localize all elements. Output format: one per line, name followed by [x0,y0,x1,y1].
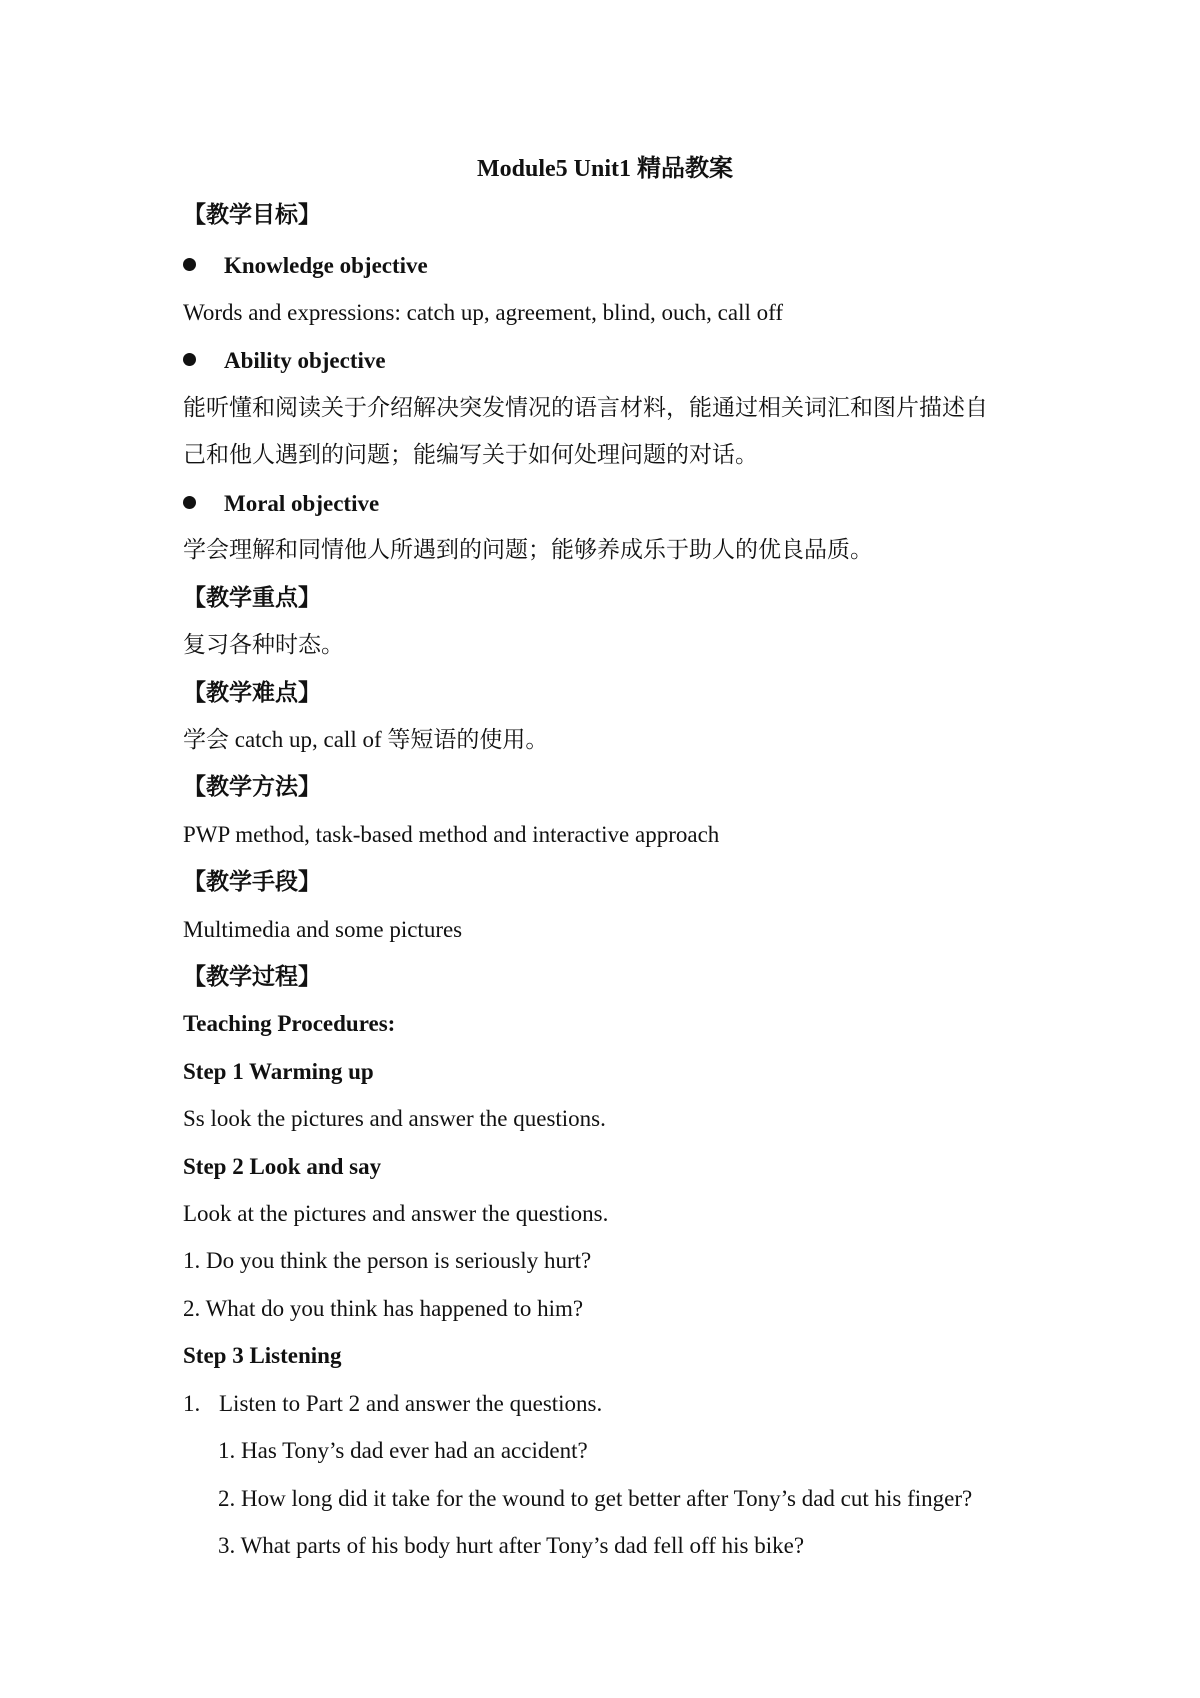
key-points-heading: 【教学重点】 [183,585,321,610]
methods-heading: 【教学方法】 [183,774,321,799]
step-3-title: Step 3 Listening [183,1343,342,1368]
step-3-question-2: 2. How long did it take for the wound to get better after Tony’s dad cut his finger? [218,1486,973,1511]
difficulties-heading: 【教学难点】 [183,680,321,705]
step-3-question-3: 3. What parts of his body hurt after Tony’s dad fell off his bike? [218,1533,805,1558]
ability-objective-line-1: 能听懂和阅读关于介绍解决突发情况的语言材料，能通过相关词汇和图片描述自 [183,395,988,420]
step-2-question-2: 2. What do you think has happened to him? [183,1296,584,1321]
page-title: Module5 Unit1 精品教案 [476,156,733,182]
means-text: Multimedia and some pictures [183,917,463,942]
bullet-icon [183,258,196,271]
step-3-item-1 [183,1389,602,1419]
ability-objective-line-2: 己和他人遇到的问题；能编写关于如何处理问题的对话。 [183,442,758,467]
moral-objective-label: Moral objective [183,489,379,519]
step-3-question-1: 1. Has Tony’s dad ever had an accident? [218,1438,588,1463]
bullet-icon [183,353,196,366]
step-1-text: Ss look the pictures and answer the questions. [183,1106,606,1131]
ability-objective-label: Ability objective [183,346,386,376]
objectives-heading: 【教学目标】 [183,202,321,227]
methods-text: PWP method, task-based method and interactive approach [183,822,720,847]
bullet-icon [183,496,196,509]
key-points-text: 复习各种时态。 [183,632,344,657]
knowledge-objective-label: Knowledge objective [183,251,428,281]
step-1-title: Step 1 Warming up [183,1059,374,1084]
difficulties-text: 学会 catch up, call of 等短语的使用。 [183,727,549,752]
knowledge-objective-text: Words and expressions: catch up, agreement, blind, ouch, call off [183,300,784,325]
teaching-procedures-label: Teaching Procedures: [183,1011,396,1036]
step-2-title: Step 2 Look and say [183,1154,382,1179]
step-2-question-1: 1. Do you think the person is seriously hurt? [183,1248,592,1273]
means-heading: 【教学手段】 [183,869,321,894]
moral-objective-text: 学会理解和同情他人所遇到的问题；能够养成乐于助人的优良品质。 [183,537,873,562]
item-number: 1. [183,1391,201,1416]
process-heading: 【教学过程】 [183,964,321,989]
step-2-text: Look at the pictures and answer the questions. [183,1201,609,1226]
item-text: Listen to Part 2 and answer the questions. [219,1391,603,1416]
